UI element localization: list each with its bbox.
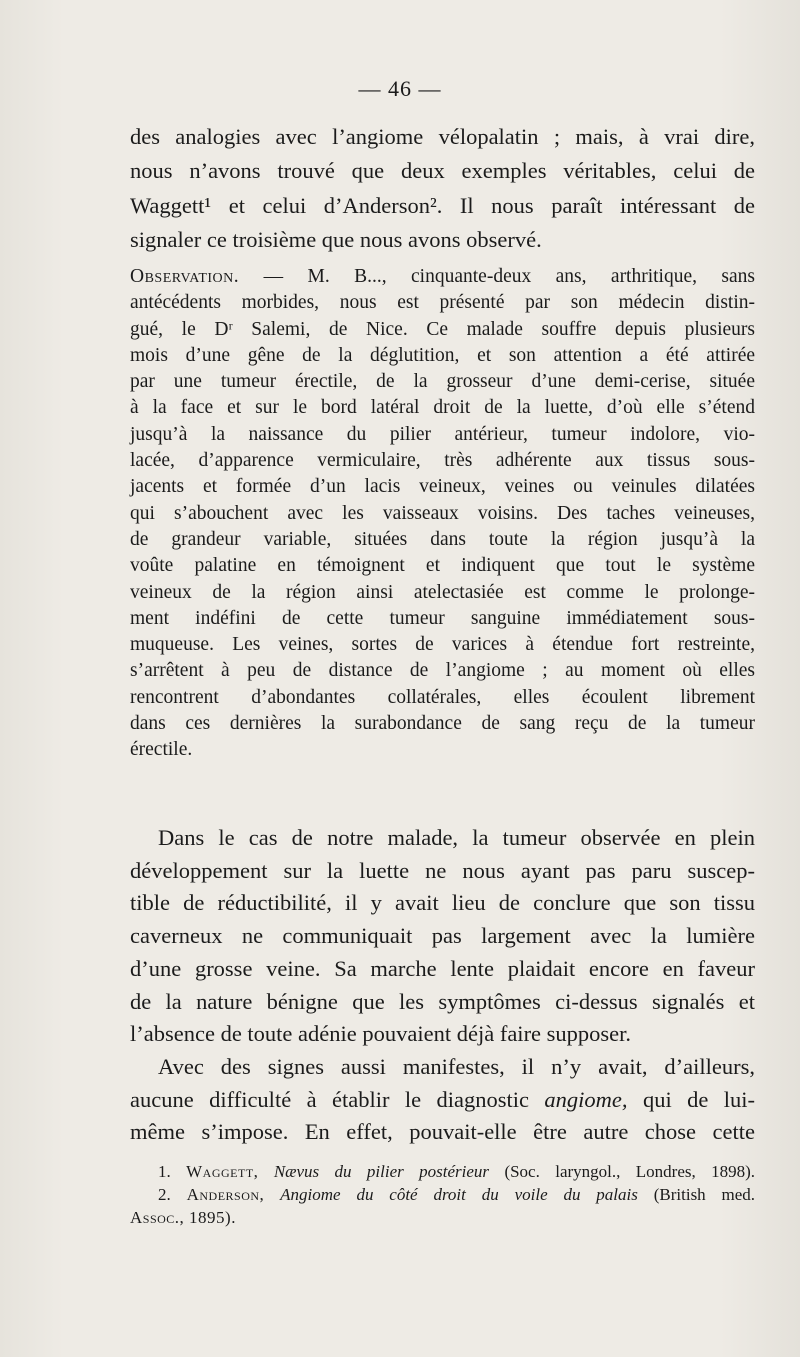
footnote-title: Angiome du côté droit du voile du palais [280,1185,638,1204]
observation-line: lacée, d’apparence vermiculaire, très adhérente aux tissus sous- [130,450,755,472]
intro-line: Waggett¹ et celui d’Anderson². Il nous paraît intéressant de [130,192,755,218]
observation-line: mois d’une gêne de la déglutition, et son attention a été attirée [130,344,755,366]
observation-first-line-text: — M. B..., cinquante-deux ans, arthritique, sans [239,266,755,287]
observation-line: s’arrêtent à peu de distance de l’angiome ; au moment où elles [130,660,755,682]
observation-line: de grandeur variable, situées dans toute la région jusqu’à la [130,528,755,550]
body-line: tible de réductibilité, il y avait lieu de conclure que son tissu [130,890,755,916]
observation-line: dans ces dernières la surabondance de sang reçu de la tumeur [130,713,755,735]
footnote-source: (British med. [653,1185,756,1204]
observation-line: érectile. [130,739,193,761]
footnote-author: Waggett, [186,1162,259,1181]
observation-label: Observation. [130,266,240,287]
body-line-with-italic [130,1084,755,1117]
body-line: d’une grosse veine. Sa marche lente plaidait encore en faveur [130,955,755,981]
body-line: de la nature bénigne que les symptômes ci-dessus signalés et [130,988,755,1014]
footnote-number: 2. [158,1185,171,1204]
footnote-author: Anderson, [186,1185,265,1204]
intro-line: signaler ce troisième que nous avons observé. [130,226,542,252]
observation-line: jacents et formée d’un lacis veineux, veines ou veinules dilatées [130,476,755,498]
discussion-paragraph [130,822,755,1149]
body-line: l’absence de toute adénie pouvaient déjà faire supposer. [130,1021,632,1047]
page-number: — 46 — [358,76,442,101]
footnote-number: 1. [158,1162,171,1181]
observation-line: rencontrent d’abondantes collatérales, elles écoulent librement [130,686,755,708]
observation-line: par une tumeur érectile, de la grosseur d’une demi-cerise, située [130,371,755,393]
intro-line: nous n’avons trouvé que deux exemples véritables, celui de [130,158,755,184]
observation-line: à la face et sur le bord latéral droit de la luette, d’où elle s’étend [130,397,755,419]
body-line: Avec des signes aussi manifestes, il n’y avait, d’ailleurs, [158,1053,755,1079]
intro-paragraph [130,120,755,257]
observation-line: antécédents morbides, nous est présenté par son médecin distin- [130,292,755,314]
body-line-start: aucune difficulté à établir le diagnostic [130,1086,545,1112]
italic-term: angiome, [544,1086,628,1112]
footnote-2 [130,1183,755,1206]
observation-line: ment indéfini de cette tumeur sanguine immédiatement sous- [130,607,755,629]
observation-line: muqueuse. Les veines, sortes de varices à étendue fort restreinte, [130,634,755,656]
body-line: même s’impose. En effet, pouvait-elle être autre chose cette [130,1119,755,1145]
observation-line: voûte palatine en témoignent et indiquent que tout le système [130,555,755,577]
body-line: caverneux ne communiquait pas largement avec la lumière [130,923,755,949]
footnote-source: Assoc., 1895). [130,1208,236,1227]
footnote-1 [130,1160,755,1183]
observation-first-line [130,264,755,290]
footnote-title: Nævus du pilier postérieur [273,1162,490,1181]
observation-line: gué, le Dʳ Salemi, de Nice. Ce malade souffre depuis plusieurs [130,318,755,340]
footnote-2-continuation [130,1206,755,1229]
intro-line: des analogies avec l’angiome vélopalatin ; mais, à vrai dire, [130,124,755,149]
observation-line: jusqu’à la naissance du pilier antérieur, tumeur indolore, vio- [130,423,755,445]
observation-paragraph [130,264,755,764]
body-line: développement sur la luette ne nous ayant pas paru suscep- [130,857,755,883]
body-line: Dans le cas de notre malade, la tumeur observée en plein [158,825,755,850]
body-line-end: qui de lui- [627,1086,755,1112]
observation-line: qui s’abouchent avec les vaisseaux voisins. Des taches veineuses, [130,502,755,524]
observation-line: veineux de la région ainsi atelectasiée est comme le prolonge- [130,581,755,603]
footnotes [130,1160,755,1229]
footnote-source: (Soc. laryngol., Londres, 1898). [504,1162,756,1181]
